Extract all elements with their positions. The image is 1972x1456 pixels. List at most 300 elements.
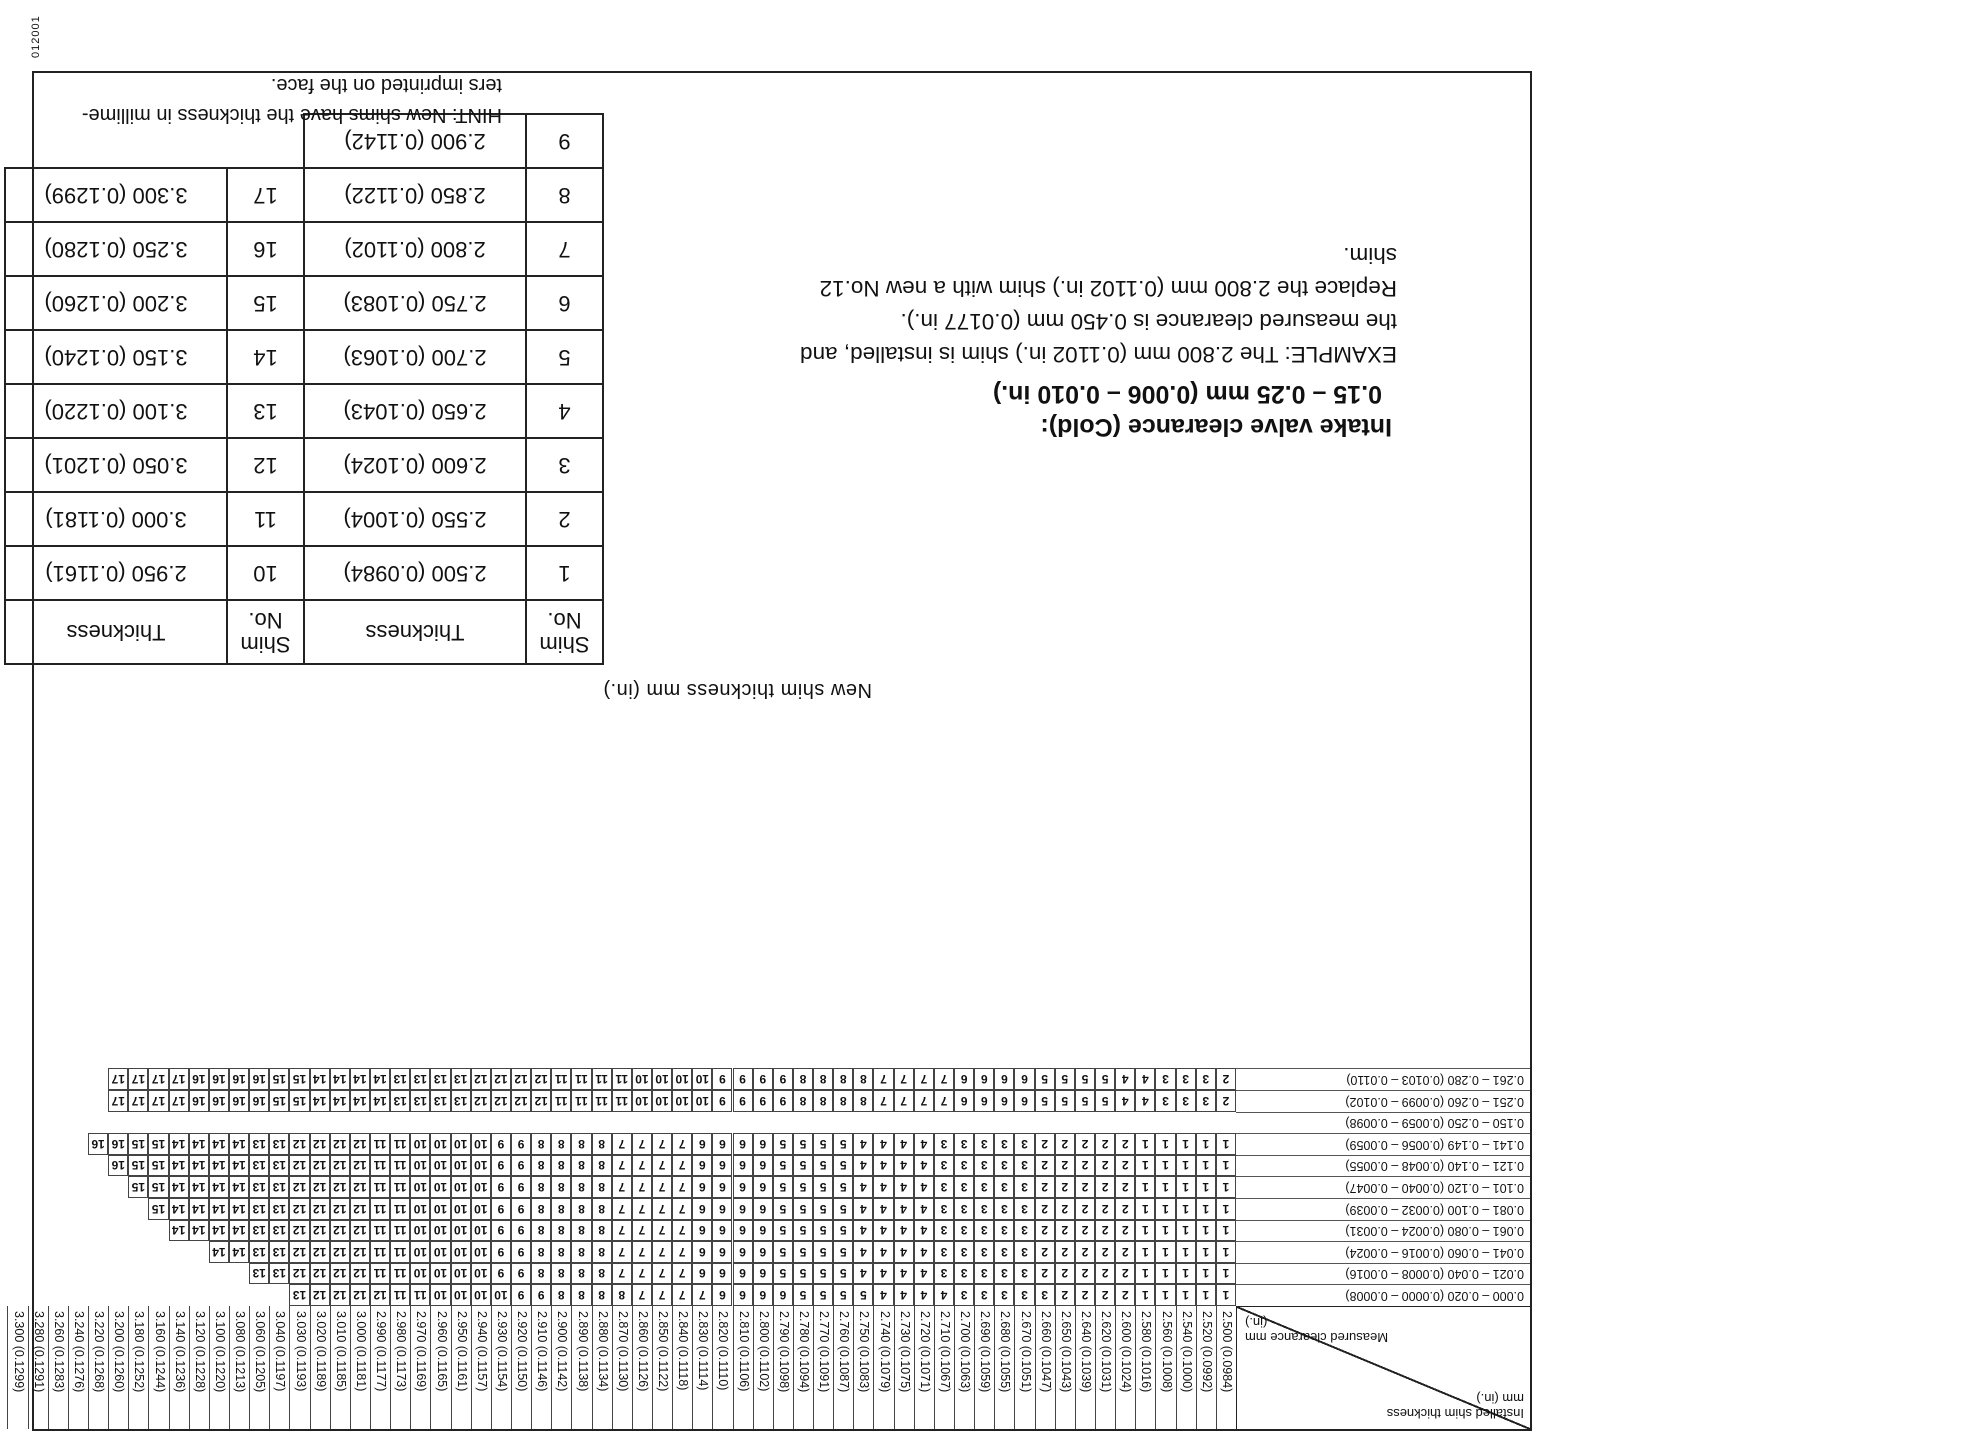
shim-cell: 4: [853, 1241, 873, 1263]
shim-cell: 10: [652, 1090, 672, 1112]
column-header-label: 2.770 (0.1091): [817, 1311, 832, 1393]
column-header-label: 2.900 (0.1142): [555, 1311, 570, 1392]
shim-cell: 7: [874, 1068, 894, 1090]
column-header-label: 2.670 (0.1051): [1018, 1311, 1033, 1393]
shim-cell: 11: [390, 1263, 410, 1285]
shim-cell: 12: [310, 1284, 330, 1306]
shim-number: 2: [526, 492, 603, 546]
column-header: [48, 1306, 68, 1429]
shim-cell: 2: [1055, 1176, 1075, 1198]
shim-cell: 4: [914, 1133, 934, 1155]
shim-cell: 2: [1055, 1133, 1075, 1155]
shim-cell: 2: [1035, 1133, 1055, 1155]
shim-cell: 8: [592, 1155, 612, 1177]
shim-cell: 1: [1135, 1241, 1155, 1263]
column-header-label: 2.700 (0.1063): [958, 1311, 973, 1393]
shim-cell: 2: [1115, 1284, 1135, 1306]
column-header: [350, 1306, 370, 1429]
shim-cell: 13: [269, 1176, 289, 1198]
shim-cell: 17: [128, 1090, 148, 1112]
shim-cell: 12: [289, 1176, 309, 1198]
shim-cell: 1: [1176, 1133, 1196, 1155]
shim-cell: 9: [511, 1263, 531, 1285]
shim-cell: 8: [571, 1133, 591, 1155]
column-header-label: 2.750 (0.1083): [857, 1311, 872, 1393]
shim-cell: 11: [370, 1176, 390, 1198]
shim-cell: 4: [874, 1176, 894, 1198]
shim-cell: 10: [471, 1284, 491, 1306]
shim-cell: 2: [1216, 1068, 1236, 1090]
shim-cell: 2: [1115, 1176, 1135, 1198]
column-header-label: 2.800 (0.1102): [756, 1311, 771, 1392]
shim-cell: 1: [1176, 1155, 1196, 1177]
shim-cell: 5: [793, 1198, 813, 1220]
shim-cell: 2: [1115, 1133, 1135, 1155]
shim-cell: 4: [894, 1155, 914, 1177]
shim-cell: 4: [934, 1284, 954, 1306]
shim-cell: 12: [350, 1176, 370, 1198]
shim-cell: 2: [1075, 1284, 1095, 1306]
shim-cell: 10: [451, 1263, 471, 1285]
shim-cell: 5: [773, 1155, 793, 1177]
shim-cell: 14: [310, 1068, 330, 1090]
shim-cell: 8: [813, 1068, 833, 1090]
shim-cell: 5: [773, 1176, 793, 1198]
column-header: [511, 1306, 531, 1429]
shim-cell: 8: [793, 1090, 813, 1112]
shim-cell: 9: [753, 1090, 773, 1112]
shim-table-row: [5, 222, 603, 276]
column-header: [1216, 1306, 1236, 1429]
shim-cell: 12: [330, 1155, 350, 1177]
shim-thickness: 3.050 (0.1201): [5, 438, 227, 492]
shim-cell: 8: [612, 1284, 632, 1306]
shim-cell: 6: [733, 1220, 753, 1242]
shim-cell: 7: [612, 1263, 632, 1285]
row-label: 0.150 – 0.250 (0.0059 – 0.0098): [1236, 1112, 1530, 1134]
column-header: [914, 1306, 934, 1429]
shim-cell: 12: [289, 1133, 309, 1155]
shim-cell: 4: [853, 1155, 873, 1177]
shim-cell: 2: [1035, 1241, 1055, 1263]
header-thickness-2: Thickness: [5, 600, 227, 664]
shim-cell: 6: [733, 1176, 753, 1198]
shim-cell: 4: [1115, 1068, 1135, 1090]
shim-cell: 14: [209, 1155, 229, 1177]
shim-cell: 4: [894, 1263, 914, 1285]
shim-cell: 3: [974, 1263, 994, 1285]
shim-cell: 8: [531, 1263, 551, 1285]
shim-cell: 5: [1055, 1068, 1075, 1090]
shim-thickness: 3.250 (0.1280): [5, 222, 227, 276]
shim-cell: 7: [652, 1198, 672, 1220]
shim-cell: 2: [1115, 1155, 1135, 1177]
shim-cell: 11: [612, 1090, 632, 1112]
column-header-label: 2.870 (0.1130): [615, 1311, 630, 1392]
shim-cell: 1: [1155, 1198, 1175, 1220]
shim-number: 7: [526, 222, 603, 276]
shim-cell: 11: [390, 1176, 410, 1198]
shim-cell: 1: [1155, 1155, 1175, 1177]
column-header: [531, 1306, 551, 1429]
shim-cell: 5: [773, 1220, 793, 1242]
shim-cell: 8: [571, 1220, 591, 1242]
shim-cell: 3: [974, 1284, 994, 1306]
shim-cell: 13: [249, 1133, 269, 1155]
shim-cell: 10: [430, 1241, 450, 1263]
column-header-label: 3.180 (0.1252): [132, 1311, 147, 1393]
row-label: 0.081 – 0.100 (0.0032 – 0.0039): [1236, 1198, 1530, 1220]
column-header-label: 3.140 (0.1236): [172, 1311, 187, 1393]
column-header-label: 3.120 (0.1228): [192, 1311, 207, 1393]
shim-cell: 6: [733, 1133, 753, 1155]
shim-cell: 8: [592, 1263, 612, 1285]
column-header: [1075, 1306, 1095, 1429]
column-header: [128, 1306, 148, 1429]
shim-cell: 8: [551, 1284, 571, 1306]
column-header: [974, 1306, 994, 1429]
shim-cell: 12: [330, 1263, 350, 1285]
shim-cell: 14: [229, 1241, 249, 1263]
shim-cell: 7: [632, 1133, 652, 1155]
shim-cell: 6: [753, 1263, 773, 1285]
shim-cell: 14: [350, 1068, 370, 1090]
shim-cell: 8: [551, 1263, 571, 1285]
shim-cell: 6: [753, 1198, 773, 1220]
shim-cell: 13: [430, 1068, 450, 1090]
column-header-label: 2.960 (0.1165): [434, 1311, 449, 1392]
shim-cell: 16: [108, 1155, 128, 1177]
shim-cell: 8: [571, 1284, 591, 1306]
shim-number: 8: [526, 168, 603, 222]
shim-cell: 3: [994, 1241, 1014, 1263]
shim-cell: 12: [289, 1220, 309, 1242]
shim-cell: 10: [451, 1198, 471, 1220]
shim-cell: 9: [773, 1090, 793, 1112]
column-header: [430, 1306, 450, 1429]
shim-cell: 5: [833, 1220, 853, 1242]
shim-cell: 16: [209, 1090, 229, 1112]
shim-cell: 1: [1196, 1198, 1216, 1220]
shim-cell: 14: [169, 1220, 189, 1242]
installed-shim-header: Installed shim thickness mm (in.): [1386, 1391, 1524, 1421]
shim-cell: 13: [249, 1220, 269, 1242]
shim-cell: 1: [1155, 1241, 1175, 1263]
column-header-label: 3.280 (0.1291): [31, 1311, 46, 1393]
shim-cell: 3: [1014, 1176, 1034, 1198]
shim-number: 5: [526, 330, 603, 384]
shim-cell: 1: [1216, 1263, 1236, 1285]
shim-cell: 11: [551, 1090, 571, 1112]
shim-cell: 8: [571, 1241, 591, 1263]
shim-cell: 7: [672, 1155, 692, 1177]
example-line: the measured clearance is 0.450 mm (0.0177 in.).: [900, 309, 1397, 334]
column-header: [28, 1306, 48, 1429]
shim-cell: 15: [289, 1068, 309, 1090]
shim-cell: 2: [1035, 1155, 1055, 1177]
column-header: [289, 1306, 309, 1429]
shim-cell: 12: [350, 1155, 370, 1177]
shim-cell: 16: [209, 1068, 229, 1090]
shim-cell: 6: [692, 1176, 712, 1198]
shim-cell: 12: [310, 1133, 330, 1155]
shim-cell: 4: [894, 1284, 914, 1306]
shim-cell: 10: [430, 1220, 450, 1242]
column-header-label: 2.740 (0.1079): [877, 1311, 892, 1393]
shim-cell: 17: [128, 1068, 148, 1090]
shim-cell: 3: [994, 1198, 1014, 1220]
shim-table-row: [5, 546, 603, 600]
shim-cell: 8: [531, 1198, 551, 1220]
shim-cell: 7: [612, 1241, 632, 1263]
shim-cell: 10: [652, 1068, 672, 1090]
shim-cell: 12: [289, 1155, 309, 1177]
shim-cell: 8: [853, 1068, 873, 1090]
shim-cell: 12: [330, 1284, 350, 1306]
shim-cell: 14: [189, 1133, 209, 1155]
example-text: [800, 239, 1397, 371]
shim-cell: 3: [954, 1176, 974, 1198]
shim-cell: 11: [390, 1241, 410, 1263]
shim-cell: 10: [430, 1133, 450, 1155]
shim-cell: 9: [733, 1068, 753, 1090]
chart-header-corner: [1236, 1306, 1530, 1429]
shim-cell: 15: [148, 1133, 168, 1155]
column-header-label: 3.080 (0.1213): [233, 1311, 248, 1393]
column-header-label: 2.730 (0.1075): [897, 1311, 912, 1393]
shim-cell: 12: [370, 1284, 390, 1306]
shim-thickness: 2.800 (0.1102): [304, 222, 526, 276]
shim-cell: 10: [410, 1241, 430, 1263]
shim-cell: 7: [612, 1198, 632, 1220]
shim-cell: 6: [733, 1241, 753, 1263]
shim-cell: 2: [1075, 1198, 1095, 1220]
column-header-label: 2.810 (0.1106): [736, 1311, 751, 1392]
row-label: 0.251 – 0.260 (0.0099 – 0.0102): [1236, 1090, 1530, 1112]
shim-number: 12: [227, 438, 304, 492]
shim-cell: 14: [169, 1176, 189, 1198]
shim-cell: 6: [692, 1220, 712, 1242]
column-header: [1196, 1306, 1216, 1429]
shim-cell: 2: [1095, 1198, 1115, 1220]
row-label: 0.261 – 0.280 (0.0103 – 0.0110): [1236, 1068, 1530, 1090]
shim-cell: 1: [1135, 1133, 1155, 1155]
shim-cell: 3: [994, 1284, 1014, 1306]
shim-cell: 11: [370, 1220, 390, 1242]
shim-cell: 6: [753, 1241, 773, 1263]
shim-cell: 10: [471, 1263, 491, 1285]
shim-cell: 2: [1075, 1263, 1095, 1285]
shim-cell: 7: [894, 1068, 914, 1090]
shim-cell: 1: [1216, 1198, 1236, 1220]
shim-cell: 14: [229, 1220, 249, 1242]
shim-cell: 3: [994, 1133, 1014, 1155]
shim-cell: 7: [692, 1284, 712, 1306]
shim-cell: 7: [652, 1241, 672, 1263]
shim-cell: 7: [652, 1155, 672, 1177]
shim-cell: 12: [471, 1068, 491, 1090]
shim-cell: 4: [894, 1133, 914, 1155]
shim-cell: 4: [914, 1176, 934, 1198]
shim-cell: 9: [511, 1133, 531, 1155]
shim-cell: 9: [753, 1068, 773, 1090]
column-header-label: 2.820 (0.1110): [716, 1311, 731, 1391]
shim-cell: 1: [1196, 1133, 1216, 1155]
shim-number: 9: [526, 114, 603, 168]
new-shim-table: [4, 113, 604, 665]
shim-cell: 12: [330, 1220, 350, 1242]
shim-cell: 6: [733, 1263, 753, 1285]
shim-cell: 14: [370, 1068, 390, 1090]
column-header: [612, 1306, 632, 1429]
column-header-label: 2.620 (0.1031): [1099, 1311, 1114, 1393]
column-header: [370, 1306, 390, 1429]
shim-cell: 9: [491, 1241, 511, 1263]
shim-cell: 4: [874, 1241, 894, 1263]
shim-cell: 7: [874, 1090, 894, 1112]
shim-cell: 9: [511, 1198, 531, 1220]
shim-cell: 4: [914, 1198, 934, 1220]
shim-cell: 13: [451, 1090, 471, 1112]
shim-cell: 11: [551, 1068, 571, 1090]
shim-cell: 6: [712, 1133, 732, 1155]
shim-number: 3: [526, 438, 603, 492]
shim-cell: 5: [793, 1284, 813, 1306]
column-header: [712, 1306, 732, 1429]
shim-cell: 1: [1216, 1220, 1236, 1242]
column-header: [853, 1306, 873, 1429]
shim-cell: 14: [229, 1176, 249, 1198]
shim-thickness: 2.850 (0.1122): [304, 168, 526, 222]
shim-cell: 3: [934, 1176, 954, 1198]
shim-cell: 12: [511, 1068, 531, 1090]
shim-number: 4: [526, 384, 603, 438]
column-header: [954, 1306, 974, 1429]
shim-cell: 11: [390, 1220, 410, 1242]
shim-cell: 10: [430, 1198, 450, 1220]
shim-cell: 5: [813, 1263, 833, 1285]
shim-cell: 3: [954, 1133, 974, 1155]
shim-number: 6: [526, 276, 603, 330]
shim-cell: 10: [451, 1220, 471, 1242]
installed-shim-columns: [11, 1306, 1236, 1429]
column-header-label: 2.980 (0.1173): [394, 1311, 409, 1392]
shim-cell: 12: [350, 1198, 370, 1220]
shim-cell: 4: [874, 1263, 894, 1285]
shim-number: 1: [526, 546, 603, 600]
shim-cell: 7: [632, 1284, 652, 1306]
shim-cell: 2: [1075, 1176, 1095, 1198]
shim-thickness: 2.900 (0.1142): [304, 114, 526, 168]
shim-cell: 12: [289, 1198, 309, 1220]
shim-cell: 3: [994, 1176, 1014, 1198]
shim-cell: 13: [249, 1241, 269, 1263]
shim-cell: 11: [370, 1133, 390, 1155]
shim-cell: 9: [511, 1241, 531, 1263]
shim-cell: 16: [249, 1090, 269, 1112]
shim-cell: 2: [1075, 1220, 1095, 1242]
shim-cell: 10: [410, 1155, 430, 1177]
shim-cell: 2: [1055, 1155, 1075, 1177]
shim-cell: 3: [934, 1220, 954, 1242]
column-header-label: 2.760 (0.1087): [837, 1311, 852, 1393]
shim-cell: 5: [813, 1198, 833, 1220]
shim-table-row: [5, 168, 603, 222]
shim-cell: 12: [471, 1090, 491, 1112]
shim-number: 11: [227, 492, 304, 546]
shim-cell: 2: [1095, 1155, 1115, 1177]
column-header: [833, 1306, 853, 1429]
shim-cell: 2: [1115, 1198, 1135, 1220]
column-header-label: 3.010 (0.1185): [333, 1311, 348, 1392]
shim-cell: 5: [833, 1155, 853, 1177]
shim-cell: 5: [813, 1155, 833, 1177]
shim-cell: 3: [974, 1133, 994, 1155]
shim-cell: 12: [350, 1263, 370, 1285]
shim-cell: 7: [652, 1263, 672, 1285]
shim-cell: 7: [612, 1133, 632, 1155]
shim-cell: 1: [1196, 1176, 1216, 1198]
shim-cell: 10: [632, 1090, 652, 1112]
shim-cell: 1: [1216, 1241, 1236, 1263]
column-header: [330, 1306, 350, 1429]
shim-cell: 2: [1115, 1220, 1135, 1242]
shim-cell: 5: [773, 1133, 793, 1155]
column-header-label: 2.970 (0.1169): [414, 1311, 429, 1392]
shim-cell: 12: [310, 1198, 330, 1220]
shim-cell: 16: [229, 1090, 249, 1112]
column-header: [1176, 1306, 1196, 1429]
shim-cell: 9: [491, 1133, 511, 1155]
shim-cell: 1: [1176, 1263, 1196, 1285]
shim-cell: 4: [853, 1176, 873, 1198]
shim-cell: 1: [1135, 1220, 1155, 1242]
shim-cell: 10: [430, 1155, 450, 1177]
shim-cell: 10: [672, 1090, 692, 1112]
shim-cell: 17: [108, 1090, 128, 1112]
column-header: [672, 1306, 692, 1429]
shim-cell: 10: [430, 1176, 450, 1198]
shim-cell: 15: [128, 1133, 148, 1155]
shim-cell: 5: [833, 1263, 853, 1285]
shim-cell: 2: [1095, 1176, 1115, 1198]
shim-cell: 7: [632, 1155, 652, 1177]
shim-cell: 2: [1115, 1263, 1135, 1285]
shim-cell: 10: [491, 1284, 511, 1306]
row-label: 0.021 – 0.040 (0.0008 – 0.0016): [1236, 1263, 1530, 1285]
column-header-label: 3.020 (0.1189): [313, 1311, 328, 1392]
column-header: [1035, 1306, 1055, 1429]
shim-cell: 8: [592, 1198, 612, 1220]
column-header: [68, 1306, 88, 1429]
shim-table-row: [5, 276, 603, 330]
column-header: [692, 1306, 712, 1429]
shim-cell: 1: [1216, 1284, 1236, 1306]
shim-thickness: 3.200 (0.1260): [5, 276, 227, 330]
shim-cell: 15: [148, 1155, 168, 1177]
shim-cell: 12: [350, 1133, 370, 1155]
shim-cell: 8: [531, 1176, 551, 1198]
shim-table-row: [5, 492, 603, 546]
shim-cell: 6: [733, 1155, 753, 1177]
shim-cell: 5: [833, 1284, 853, 1306]
shim-cell: 12: [289, 1241, 309, 1263]
shim-cell: 1: [1216, 1155, 1236, 1177]
shim-cell: 2: [1035, 1198, 1055, 1220]
shim-cell: 9: [491, 1155, 511, 1177]
shim-cell: 4: [853, 1133, 873, 1155]
shim-cell: 8: [793, 1068, 813, 1090]
